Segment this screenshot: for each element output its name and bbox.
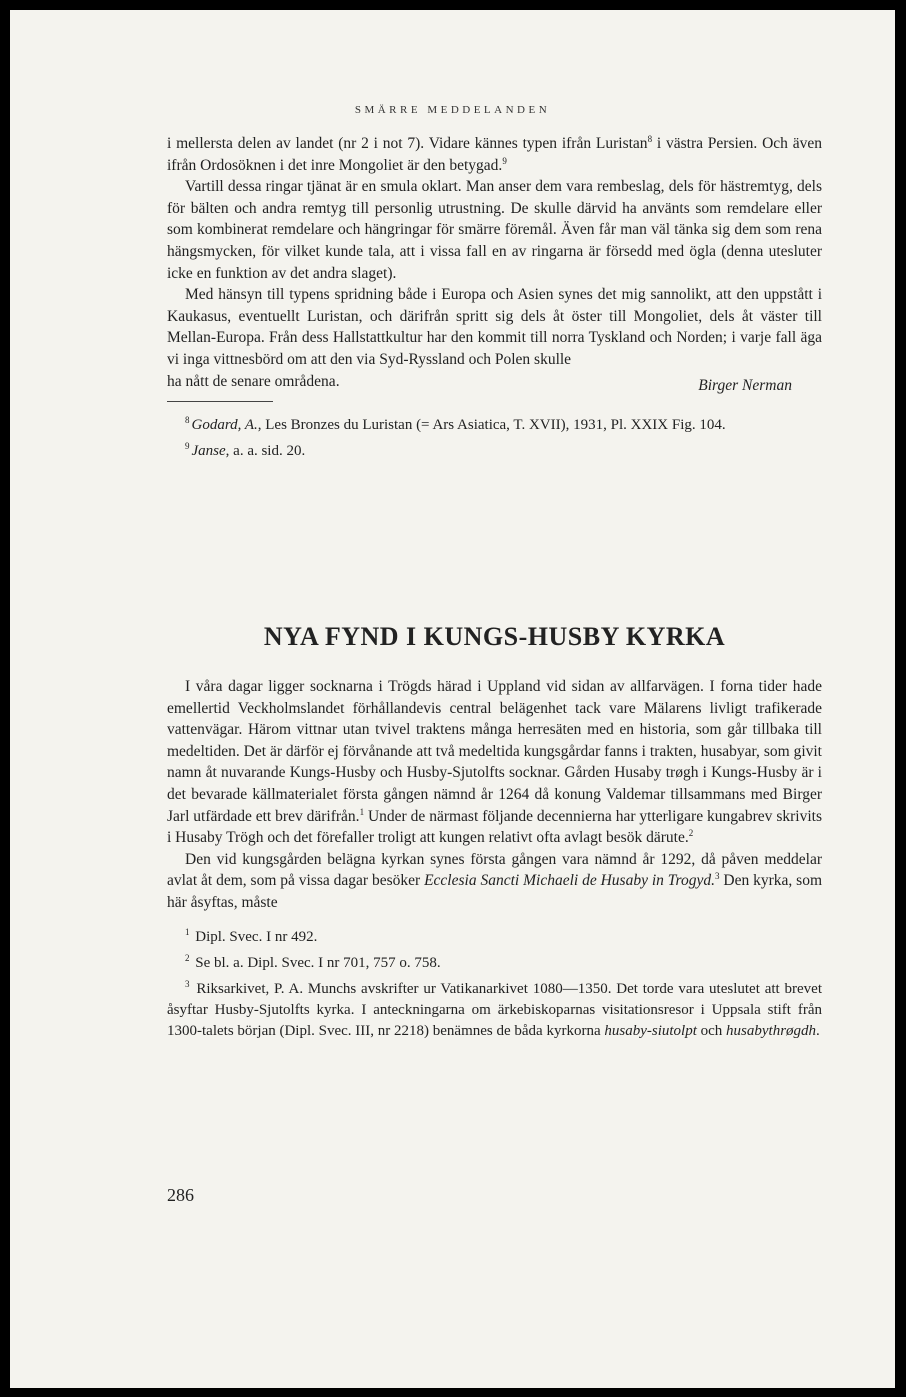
footnote-ref: 3	[715, 871, 720, 882]
footnote: $^2$ Se bl. a. Dipl. Svec. I nr 701, 757 o. 758.	[185, 952, 441, 971]
footnote-ref: 2	[688, 828, 694, 838]
article-title: NYA FYND I KUNGS-HUSBY KYRKA	[263, 622, 726, 651]
footnote-ref: 9	[502, 155, 507, 166]
footnotes	[167, 410, 822, 462]
section-2-body	[167, 676, 822, 1042]
paragraph: Den vid kungsgården belägna kyrkan synes första gången vara nämnd år 1292, då påven meddelar avlat åt dem, som på vissa dagar besöker Ecclesia Sancti Michaeli de Husaby in Trogyd.$^3$ Den kyrka, som här åsyftas, måste	[167, 850, 823, 911]
running-header: SMÄRRE MEDDELANDEN	[354, 104, 551, 116]
paragraph: i mellersta delen av landet (nr 2 i not 7). Vidare kännes typen ifrån Luristan$^8$ i västra Persien. Och även ifrån Ordosöknen i det inre Mongoliet är den betygad.$^9$	[167, 133, 822, 174]
section-1	[167, 133, 822, 462]
footnote: $^8$ Godard, A., Les Bronzes du Luristan (= Ars Asiatica, T. XVII), 1931, Pl. XXIX Fig. 104.	[185, 414, 726, 433]
paragraph: Vartill dessa ringar tjänat är en smula oklart. Man anser dem vara rembeslag, dels för hästremtyg, dels för bälten och andra remtyg till personlig utrustning. De skulle därvid ha använts som remdelare eller som kombinerat remdelare och hängringar för smärre föremål. Även får man väl tänka sig dem som rena hängsmycken, för vilket kunde tala, att i vissa fall en av ringarna är försedd med ögla (denna utesluter icke en funktion av det andra slaget).	[167, 178, 822, 282]
footnote: $^3$ Riksarkivet, P. A. Munchs avskrifter ur Vatikanarkivet 1080—1350. Det torde vara uteslutet att brevet åsyftar Husby-Sjutolfts kyrka. I anteckningarna om ärkebiskoparnas visitationsresor i Uppsala stift från 1300-talets början (Dipl. Svec. III, nr 2218) benämnes de båda kyrkorna husaby-siutolpt och husabythrøgdh.	[167, 978, 822, 1039]
footnote-rule	[167, 401, 273, 402]
page-number: 286	[167, 1185, 194, 1205]
footnote-ref: 1	[359, 806, 365, 817]
section-2	[167, 622, 822, 652]
footnotes	[167, 922, 822, 1042]
paragraph: Med hänsyn till typens spridning både i Europa och Asien synes det mig sannolikt, att den uppstått i Kaukasus, eventuellt Luristan, och därifrån spritt sig dels åt öster till Mongoliet, dels åt väster till Mellan-Europa. Från dess Hallstattkultur har den kommit till norra Tyskland och Norden; i varje fall äga vi inga vittnesbörd om att den via Syd-Ryssland och Polen skulle	[167, 286, 822, 368]
document-page	[10, 10, 895, 1388]
footnote-ref: 8	[647, 133, 653, 144]
author-signature: Birger Nerman	[698, 376, 792, 394]
signature-line: ha nått de senare områdena. Birger Nerman	[167, 372, 792, 394]
footnote: $^1$ Dipl. Svec. I nr 492.	[185, 926, 318, 945]
paragraph: I våra dagar ligger socknarna i Trögds härad i Uppland vid sidan av allfarvägen. I forna tider hade emellertid Veckholmslandet förhållandevis central belägenhet tack vare Mälarens livligt trafikerade vattenvägar. Härom vittnar utan tvivel traktens många herresäten med en historia, som går tillbaka till medeltiden. Det är därför ej förvånande att två medeltida kungsgårdar fanns i trakten, husabyar, som givit namn åt nuvarande Kungs-Husby och Husby-Sjutolfts socknar. Gården Husaby trøgh i Kungs-Husby är i det bevarade källmaterialet första gången nämnd år 1264 då konung Valdemar tillsammans med Birger Jarl utfärdade ett brev därifrån.$^1$ Under de närmast följande decennierna har ytterligare kungabrev skrivits i Husaby Trögh och det förefaller troligt att kungen relativt ofta avlagt besök därute.$^2$	[167, 678, 823, 847]
footnote: $^9$ Janse, a. a. sid. 20.	[185, 440, 306, 459]
